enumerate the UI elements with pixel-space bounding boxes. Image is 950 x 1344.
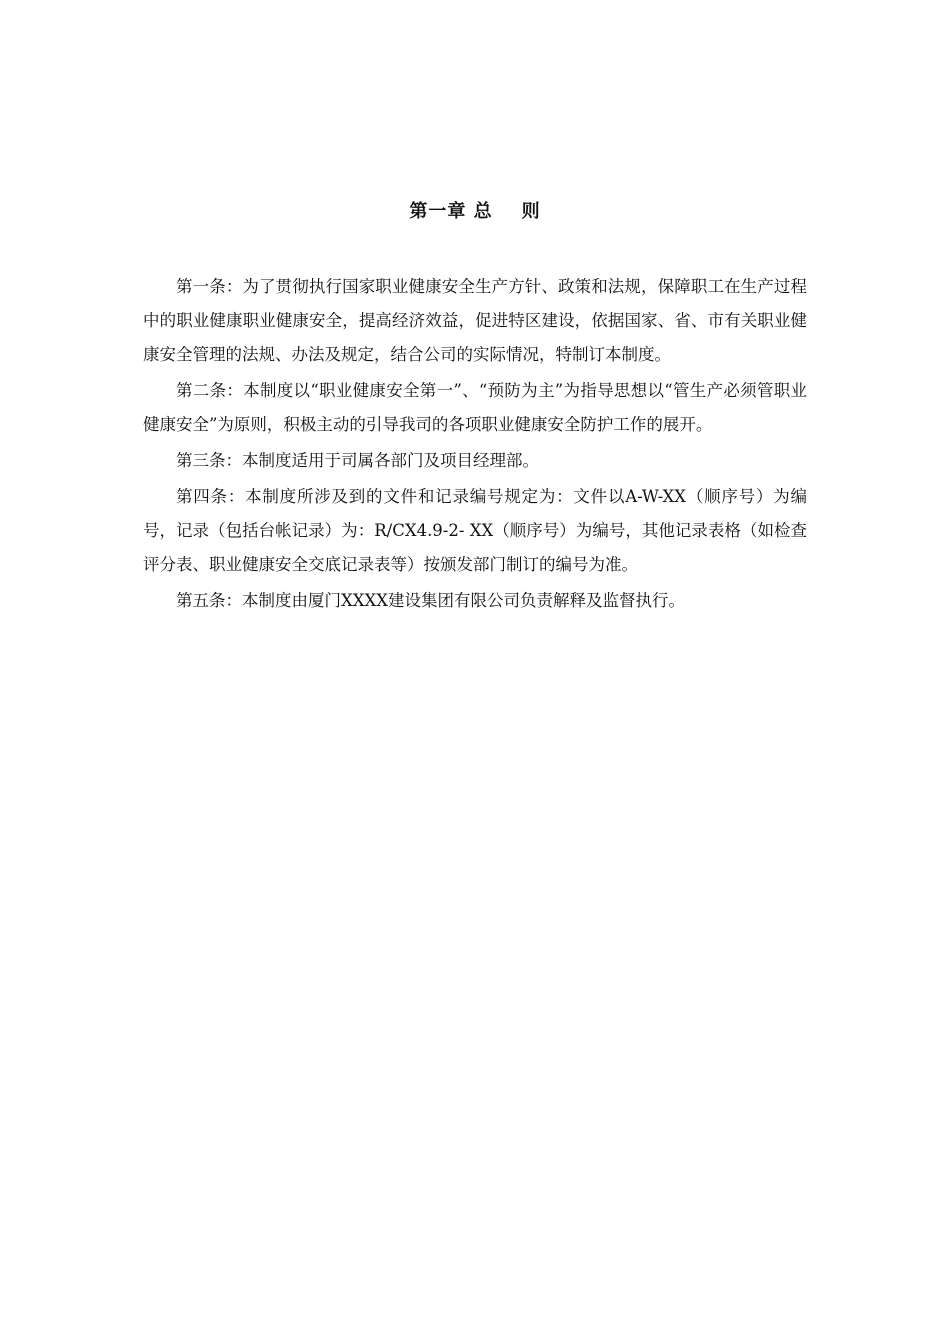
- chapter-body: [143, 270, 807, 620]
- article-4: 第四条：本制度所涉及到的文件和记录编号规定为：文件以A-W-XX（顺序号）为编号，记录（包括台帐记录）为：R/CX4.9-2- XX（顺序号）为编号，其他记录表格（如检查评分表、职业健康安全交底记录表等）按颁发部门制订的编号为准。: [143, 487, 807, 574]
- chapter-title: 第一章 总 则: [409, 201, 541, 222]
- article-5: 第五条：本制度由厦门XXXX建设集团有限公司负责解释及监督执行。: [176, 591, 685, 610]
- article-3: 第三条：本制度适用于司属各部门及项目经理部。: [176, 451, 539, 470]
- article-2: 第二条：本制度以“职业健康安全第一”、“预防为主”为指导思想以“管生产必须管职业健康安全”为原则，积极主动的引导我司的各项职业健康安全防护工作的展开。: [143, 381, 807, 434]
- article-1: 第一条：为了贯彻执行国家职业健康安全生产方针、政策和法规，保障职工在生产过程中的职业健康职业健康安全，提高经济效益，促进特区建设，依据国家、省、市有关职业健康安全管理的法规、办法及规定，结合公司的实际情况，特制订本制度。: [143, 277, 807, 364]
